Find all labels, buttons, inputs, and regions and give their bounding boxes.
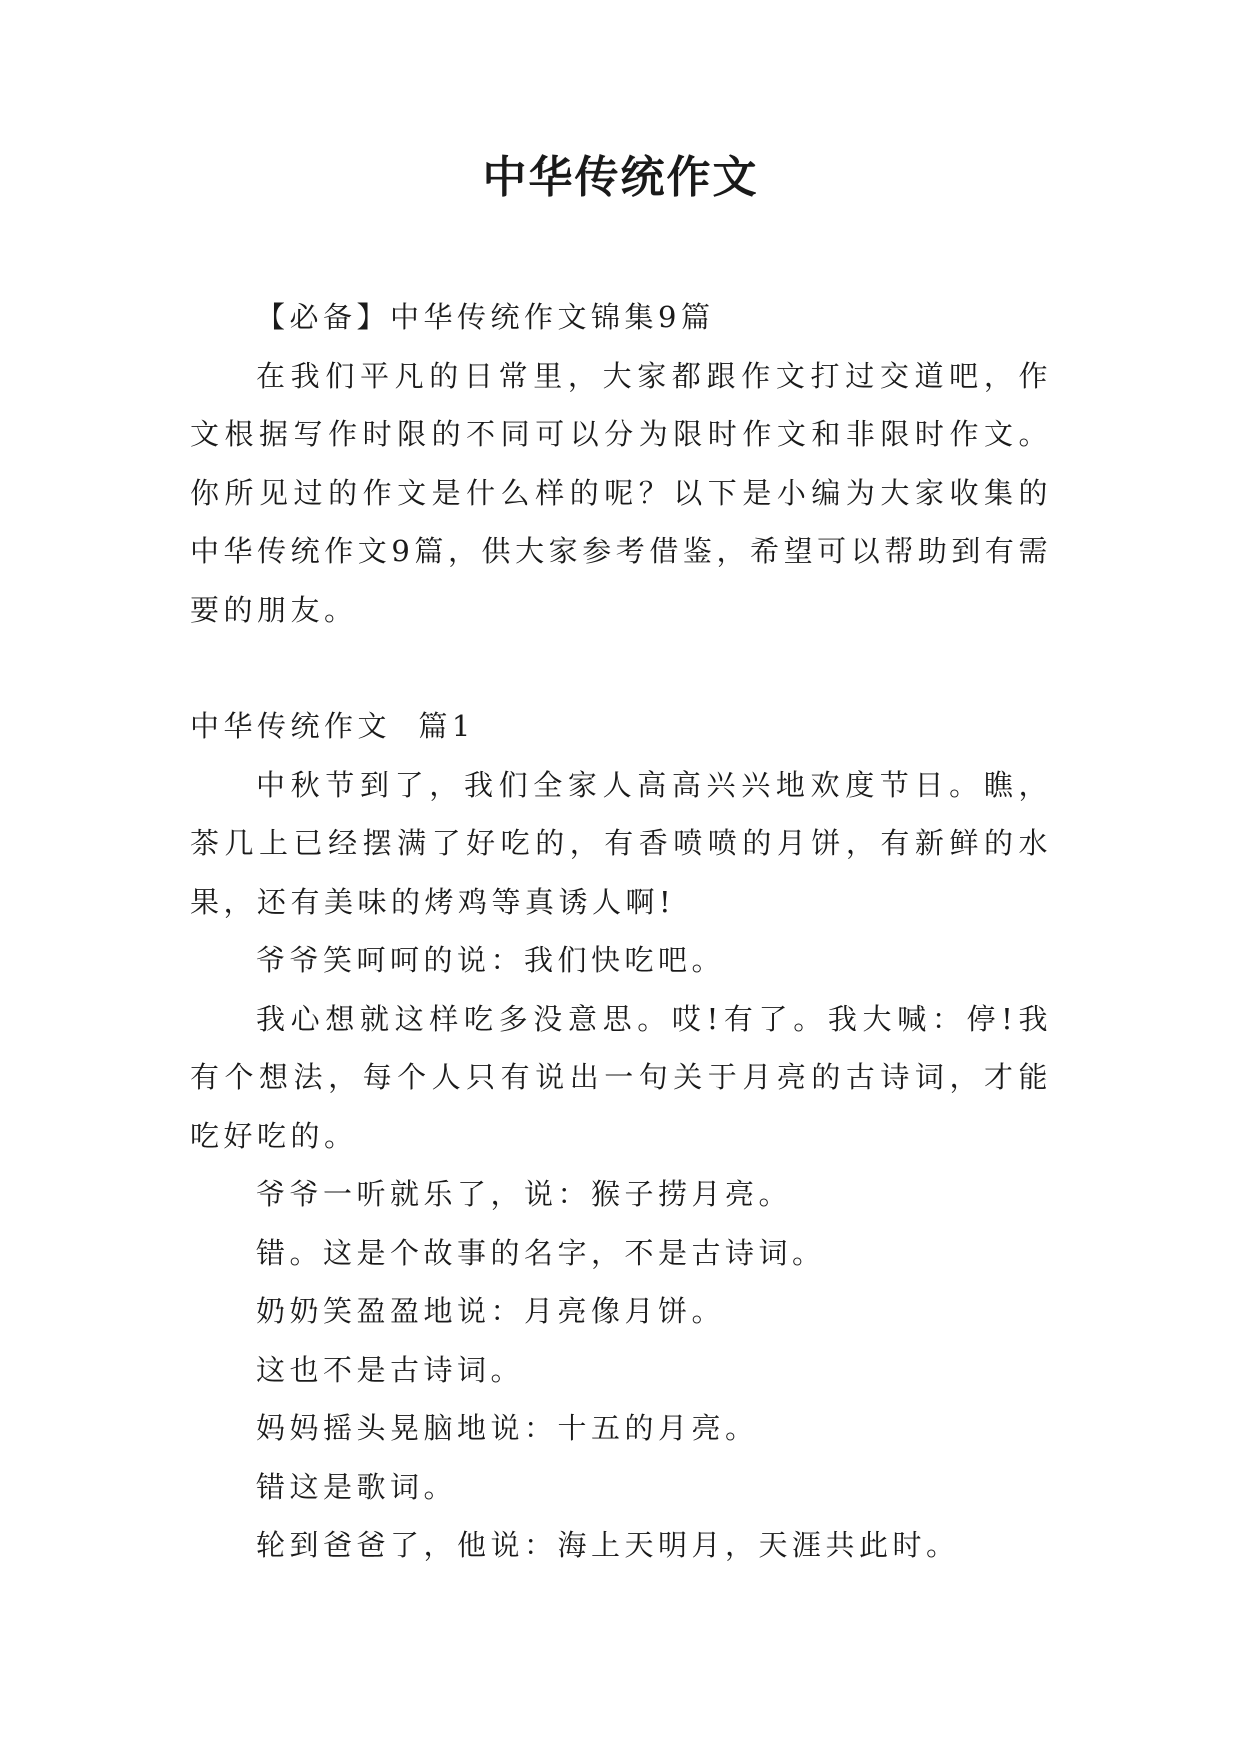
essay-paragraph: 爷爷一听就乐了，说：猴子捞月亮。 <box>256 1177 793 1211</box>
essay-paragraph: 这也不是古诗词。 <box>256 1352 525 1387</box>
essay-paragraph: 妈妈摇头晃脑地说：十五的月亮。 <box>256 1411 759 1445</box>
document-title: 中华传统作文 <box>482 152 759 203</box>
essay-paragraph: 爷爷笑呵呵的说：我们快吃吧。 <box>256 943 726 977</box>
essay-paragraph: 奶奶笑盈盈地说：月亮像月饼。 <box>256 1294 726 1328</box>
section-spacer <box>190 639 1052 697</box>
intro-paragraph: 在我们平凡的日常里，大家都跟作文打过交道吧，作文根据写作时限的不同可以分为限时作文和非限时作文。你所见过的作文是什么样的呢？以下是小编为大家收集的中华传统作文9篇，供大家参考借鉴，希望可以帮助到有需要的朋友。 <box>190 358 1052 627</box>
document-subtitle: 【必备】中华传统作文锦集9篇 <box>256 300 715 334</box>
document-body <box>190 288 1052 1575</box>
essay-paragraph: 错。这是个故事的名字，不是古诗词。 <box>256 1235 826 1270</box>
essay-paragraph: 中秋节到了，我们全家人高高兴兴地欢度节日。瞧，茶几上已经摆满了好吃的，有香喷喷的月饼，有新鲜的水果，还有美味的烤鸡等真诱人啊! <box>190 767 1052 919</box>
section-heading: 中华传统作文 篇1 <box>190 709 475 743</box>
essay-paragraph: 错这是歌词。 <box>256 1469 458 1504</box>
essay-paragraph: 轮到爸爸了，他说：海上天明月，天涯共此时。 <box>256 1528 960 1562</box>
essay-paragraph: 我心想就这样吃多没意思。哎!有了。我大喊：停!我有个想法，每个人只有说出一句关于月亮的古诗词，才能吃好吃的。 <box>190 1001 1052 1153</box>
